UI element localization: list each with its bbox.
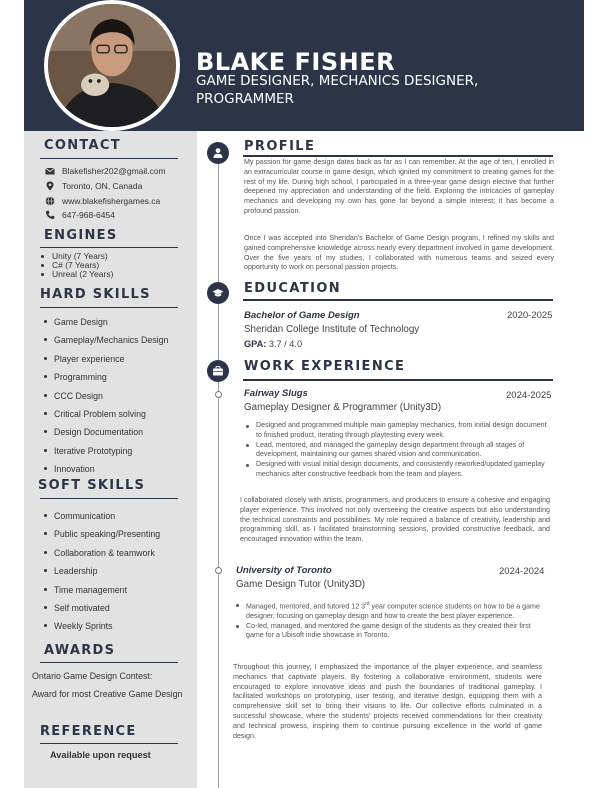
- contact-divider: [40, 158, 178, 159]
- list-item: Designed and programmed multiple main gameplay mechanics, from initial design document to finished product, iterating through playtesting every week.: [244, 421, 550, 440]
- awards-divider: [40, 662, 178, 663]
- list-item: Innovation: [44, 463, 168, 481]
- work-section-icon: [207, 360, 229, 382]
- list-item: Lead, mentored, and managed the gameplay design department through all stages of development, maintaining our games shared vision and communication.: [244, 441, 550, 460]
- graduation-cap-icon: [212, 287, 224, 299]
- contact-email[interactable]: [44, 166, 166, 176]
- job-company: Fairway Slugs: [244, 388, 308, 399]
- list-item: CCC Design: [44, 390, 168, 408]
- list-item: Game Design: [44, 316, 168, 334]
- list-item: Gameplay/Mechanics Design: [44, 334, 168, 352]
- job-company: University of Toronto: [236, 565, 332, 576]
- job-bullets: [244, 421, 550, 480]
- website-text: www.blakefishergames.ca: [62, 196, 161, 206]
- avatar: [44, 0, 180, 131]
- timeline-line: [218, 160, 219, 788]
- education-section-icon: [207, 282, 229, 304]
- list-item: Leadership: [44, 565, 160, 583]
- location-text: Toronto, ON, Canada: [62, 181, 143, 191]
- list-item: Unity (7 Years): [40, 252, 113, 261]
- award-title: Award for most Creative Game Design: [32, 689, 183, 699]
- candidate-role: GAME DESIGNER, MECHANICS DESIGNER, PROGRAMMER: [196, 73, 479, 107]
- mail-icon: [45, 166, 55, 176]
- list-item: Public speaking/Presenting: [44, 528, 160, 546]
- reference-heading: REFERENCE: [40, 724, 137, 739]
- list-item: Communication: [44, 510, 160, 528]
- profile-paragraph-1: My passion for game design dates back as far as I can remember. At the age of ten, I enrolled in an extracurricular course in game design, which ignited my commitment to creating games for the rest of my life. During high school, I participated in a three-year game design elective that further deepened my appreciation and understanding of the field. Exploring the intricacies of gameplay mechanics and developing my own has gone far beyond a simple interest; it has become a profound passion.: [244, 158, 554, 215]
- school-name: Sheridan College Institute of Technology: [244, 324, 420, 335]
- profile-heading: PROFILE: [244, 139, 316, 154]
- engines-heading: ENGINES: [44, 228, 118, 243]
- list-item: Self motivated: [44, 602, 160, 620]
- award-contest: Ontario Game Design Contest:: [32, 671, 153, 681]
- list-item: Designed with visual initial design documents, and consistently reworked/updated gameplay mechanics after constructive feedback from the team and players.: [244, 460, 550, 479]
- hard-skills-list: [44, 316, 168, 482]
- list-item: Time management: [44, 584, 160, 602]
- degree-title: Bachelor of Game Design: [244, 310, 360, 321]
- awards-heading: AWARDS: [44, 643, 116, 658]
- contact-website[interactable]: [44, 196, 160, 206]
- job-title: Gameplay Designer & Programmer (Unity3D): [244, 402, 442, 413]
- list-item: Critical Problem solving: [44, 408, 168, 426]
- job-summary: I collaborated closely with artists, programmers, and producers to ensure a cohesive and engaging player experience. This involved not only overseeing the creative aspects but also understanding the technical constraints and possibilities. My role required a balance of creativity, leadership and programming skill, as I facilitated brainstorming sessions, provided constructive feedback, and encouraged innovation within the team.: [240, 496, 550, 544]
- list-item: C# (7 Years): [40, 261, 113, 270]
- list-item: Weekly Sprints: [44, 620, 160, 638]
- education-heading: EDUCATION: [244, 281, 342, 296]
- contact-location: [44, 181, 142, 191]
- work-divider: [243, 379, 553, 381]
- reference-text: Available upon request: [50, 750, 151, 760]
- list-item: Programming: [44, 371, 168, 389]
- candidate-name: BLAKE FISHER: [196, 48, 396, 76]
- profile-paragraph-2: Once I was accepted into Sheridan's Bachelor of Game Design program, I refined my skills and gained comprehensive knowledge across nearly every department involved in game development. Over the five years of my studies, I collaborated with numerous teams and seized every opportunity to work on personal passion projects.: [244, 234, 554, 272]
- phone-icon: [45, 210, 55, 220]
- profile-section-icon: [207, 142, 229, 164]
- list-item: Unreal (2 Years): [40, 270, 113, 279]
- list-item: Collaboration & teamwork: [44, 547, 160, 565]
- globe-icon: [45, 196, 55, 206]
- timeline-dot: [215, 567, 222, 574]
- contact-heading: CONTACT: [44, 138, 121, 153]
- briefcase-icon: [212, 365, 224, 377]
- phone-text: 647-968-6454: [62, 210, 115, 220]
- job-dates: 2024-2024: [499, 566, 545, 577]
- work-heading: WORK EXPERIENCE: [244, 359, 406, 374]
- education-dates: 2020-2025: [507, 310, 553, 321]
- timeline-dot: [215, 391, 222, 398]
- gpa: [244, 339, 302, 349]
- person-icon: [212, 147, 224, 159]
- list-item: Co-led, managed, and mentored the game design of the students as they created their first game for a Ubisoft indie showcase in Toronto.: [234, 622, 542, 641]
- gpa-label: GPA:: [244, 339, 267, 349]
- job-summary: Throughout this journey, I emphasized the importance of the player experience, and seamless mechanics that captivate players. By fostering a collaborative environment, students were encouraged to explore innovative ideas and push the boundaries of traditional gameplay. I facilitated workshops on prototyping, user testing, and iterative design, equipping them with a comprehensive skill set to bring their visions to life. Our collective efforts culminated in a successful showcase, where the students' projects received commendations for their creativity and technical prowess, inspiring them to continue pursuing excellence in the world of game design.: [233, 663, 542, 740]
- job-dates: 2024-2025: [506, 390, 552, 401]
- job-title: Game Design Tutor (Unity3D): [236, 579, 366, 590]
- location-pin-icon: [45, 181, 55, 191]
- education-divider: [243, 299, 553, 301]
- email-text: Blakefisher202@gmail.com: [62, 166, 166, 176]
- list-item: Iterative Prototyping: [44, 445, 168, 463]
- profile-photo-icon: [48, 4, 176, 127]
- soft-skills-list: [44, 510, 160, 639]
- hard-skills-divider: [40, 307, 178, 308]
- reference-divider: [40, 743, 178, 744]
- profile-divider: [243, 155, 553, 157]
- list-item: Player experience: [44, 353, 168, 371]
- gpa-value: 3.7 / 4.0: [268, 339, 303, 349]
- soft-skills-divider: [40, 498, 178, 499]
- list-item: Managed, mentored, and tutored 12 3rd year computer science students on how to be a game designer, focusing on gameplay design and how to create the best player experience.: [234, 600, 542, 621]
- job-bullets: [234, 600, 542, 641]
- engines-divider: [40, 247, 178, 248]
- hard-skills-heading: HARD SKILLS: [40, 287, 151, 302]
- contact-phone[interactable]: [44, 210, 115, 220]
- engines-list: [40, 252, 113, 279]
- list-item: Design Documentation: [44, 426, 168, 444]
- soft-skills-heading: SOFT SKILLS: [38, 478, 146, 493]
